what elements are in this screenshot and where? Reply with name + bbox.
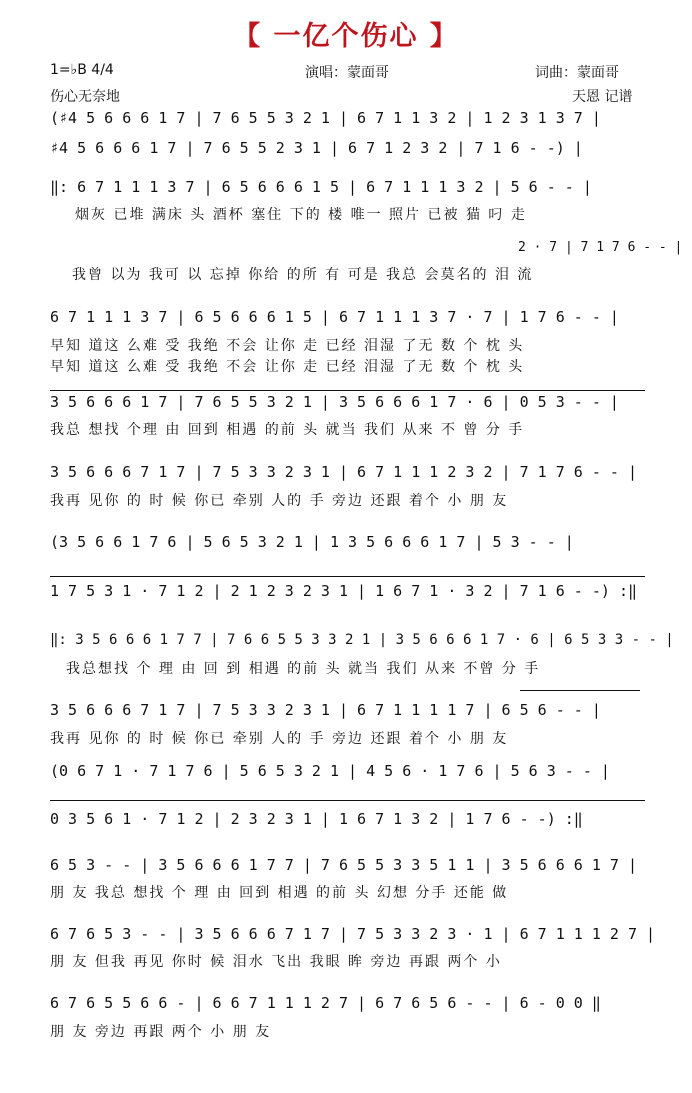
key-signature: 1=♭B 4/4 (50, 62, 114, 78)
lyric-line: 烟灰 已堆 满床 头 酒杯 塞住 下的 楼 唯一 照片 已被 猫 叼 走 (75, 207, 527, 223)
lyric-line: 我曾 以为 我可 以 忘掉 你给 的所 有 可是 我总 会莫名的 泪 流 (72, 267, 534, 283)
volta-bracket (520, 690, 640, 691)
mood-marking: 伤心无奈地 (50, 89, 120, 105)
notation-line: (0 6 7 1 · 7 1 7 6 | 5 6 5 3 2 1 | 4 5 6 · 1 7 6 | 5 6 3 - - | (50, 762, 610, 780)
staff-rule (50, 800, 645, 801)
lyric-line: 朋 友 但我 再见 你时 候 泪水 飞出 我眼 眸 旁边 再跟 两个 小 (50, 954, 502, 970)
singer-credit: 演唱：蒙面哥 (305, 65, 389, 81)
lyric-line: 早知 道这 么难 受 我绝 不会 让你 走 已经 泪湿 了无 数 个 枕 头 (50, 359, 525, 375)
song-title: 【 一亿个伤心 】 (233, 21, 459, 52)
lyric-line: 早知 道这 么难 受 我绝 不会 让你 走 已经 泪湿 了无 数 个 枕 头 (50, 338, 525, 354)
notation-line: 3 5 6 6 6 1 7 | 7 6 5 5 3 2 1 | 3 5 6 6 6 1 7 · 6 | 0 5 3 - - | (50, 393, 619, 411)
notation-line: (3 5 6 6 1 7 6 | 5 6 5 3 2 1 | 1 3 5 6 6 6 1 7 | 5 3 - - | (50, 533, 574, 551)
notation-line: ‖: 6 7 1 1 1 3 7 | 6 5 6 6 6 1 5 | 6 7 1 1 1 3 2 | 5 6 - - | (50, 178, 592, 196)
notation-line: 6 5 3 - - | 3 5 6 6 6 1 7 7 | 7 6 5 5 3 3 5 1 1 | 3 5 6 6 6 1 7 | (50, 856, 637, 874)
lyric-line: 朋 友 我总 想找 个 理 由 回到 相遇 的前 头 幻想 分手 还能 做 (50, 885, 509, 901)
notation-line: 3 5 6 6 6 7 1 7 | 7 5 3 3 2 3 1 | 6 7 1 1 1 2 3 2 | 7 1 7 6 - - | (50, 463, 637, 481)
notation-line: 0 3 5 6 1 · 7 1 2 | 2 3 2 3 1 | 1 6 7 1 3 2 | 1 7 6 - -) :‖ (50, 810, 583, 828)
lyric-line: 我总 想找 个理 由 回到 相遇 的前 头 就当 我们 从来 不 曾 分 手 (50, 422, 525, 438)
notation-line: 1 7 5 3 1 · 7 1 2 | 2 1 2 3 2 3 1 | 1 6 7 1 · 3 2 | 7 1 6 - -) :‖ (50, 582, 637, 600)
notation-line: 3 5 6 6 6 7 1 7 | 7 5 3 3 2 3 1 | 6 7 1 1 1 1 7 | 6 5 6 - - | (50, 701, 601, 719)
notation-line: 2 · 7 | 7 1 7 6 - - | (518, 240, 683, 255)
writer-credit: 词曲：蒙面哥 (535, 65, 619, 81)
lyric-line: 朋 友 旁边 再跟 两个 小 朋 友 (50, 1024, 272, 1040)
staff-rule (50, 576, 645, 577)
notation-line: 6 7 1 1 1 3 7 | 6 5 6 6 6 1 5 | 6 7 1 1 1 3 7 · 7 | 1 7 6 - - | (50, 308, 619, 326)
notation-line: ‖: 3 5 6 6 6 1 7 7 | 7 6 6 5 5 3 3 2 1 | 3 5 6 6 6 1 7 · 6 | 6 5 3 3 - - | (50, 632, 674, 648)
transcriber-credit: 天恩 记谱 (572, 89, 633, 105)
notation-line: 6 7 6 5 3 - - | 3 5 6 6 6 7 1 7 | 7 5 3 3 2 3 · 1 | 6 7 1 1 1 2 7 | (50, 925, 656, 943)
notation-line: ♯4 5 6 6 6 1 7 | 7 6 5 5 2 3 1 | 6 7 1 2 3 2 | 7 1 6 - -) | (50, 139, 583, 157)
lyric-line: 我再 见你 的 时 候 你已 牵别 人的 手 旁边 还跟 着个 小 朋 友 (50, 731, 509, 747)
notation-line: 6 7 6 5 5 6 6 - | 6 6 7 1 1 1 2 7 | 6 7 6 5 6 - - | 6 - 0 0 ‖ (50, 994, 601, 1012)
lyric-line: 我再 见你 的 时 候 你已 牵别 人的 手 旁边 还跟 着个 小 朋 友 (50, 493, 509, 509)
notation-line: (♯4 5 6 6 6 1 7 | 7 6 5 5 3 2 1 | 6 7 1 1 3 2 | 1 2 3 1 3 7 | (50, 109, 601, 127)
lyric-line: 我总想找 个 理 由 回 到 相遇 的前 头 就当 我们 从来 不曾 分 手 (66, 661, 541, 677)
staff-rule (50, 390, 645, 391)
